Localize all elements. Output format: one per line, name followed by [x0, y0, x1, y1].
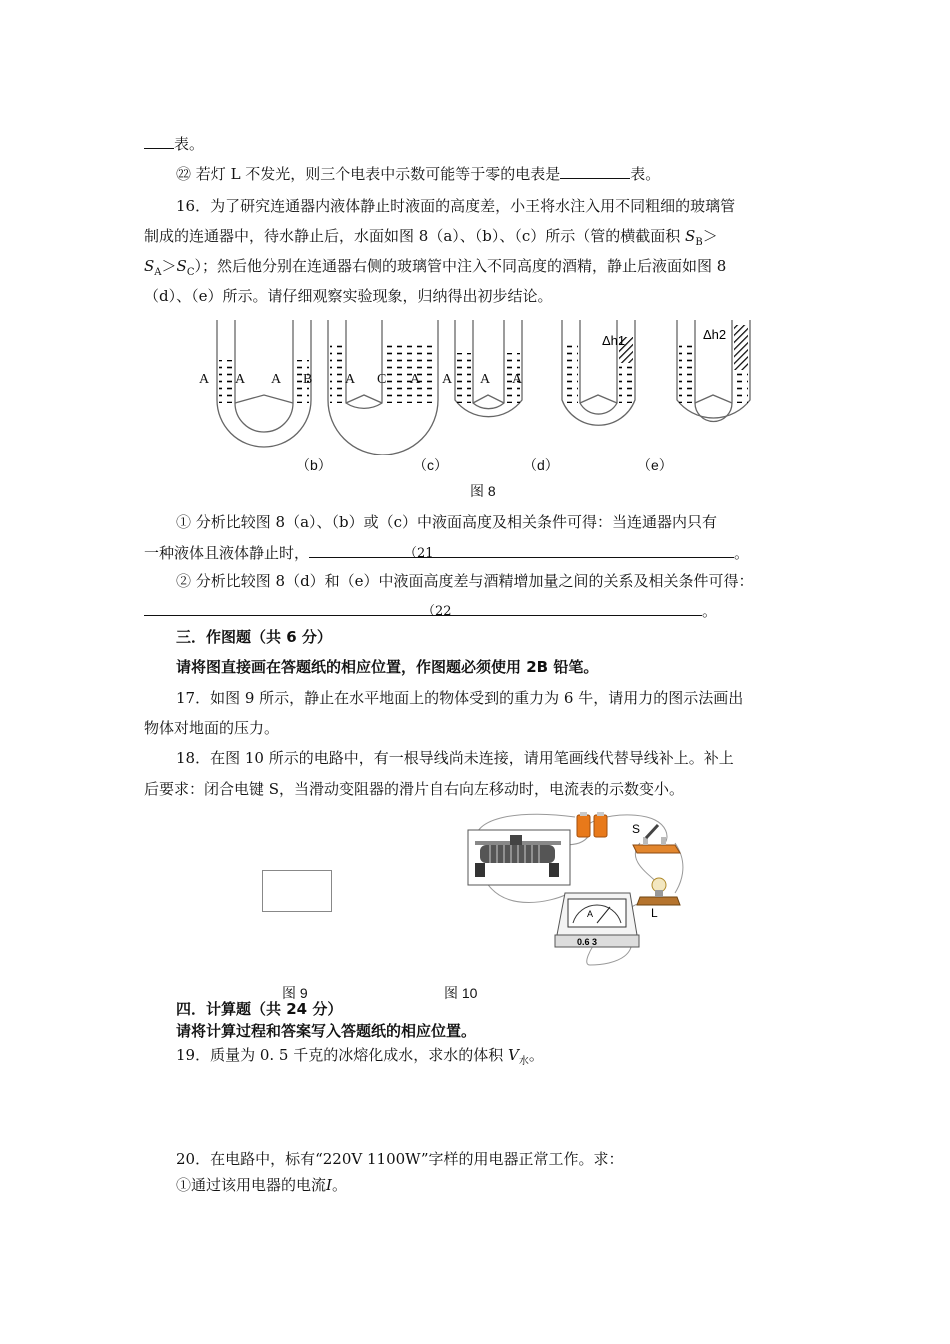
q20: 20．在电路中，标有“220V 1100W”字样的用电器正常工作。求：	[176, 1150, 624, 1168]
tube-label: A	[235, 372, 246, 387]
section-3-instructions: 请将图直接画在答题纸的相应位置，作图题必须使用 2B 铅笔。	[176, 658, 599, 676]
vessel-c	[455, 320, 522, 417]
q19: 19．质量为 0. 5 千克的冰熔化成水，求水的体积 $V_水$。	[176, 1046, 544, 1067]
tube-label: A	[199, 372, 210, 387]
tube-label: C	[377, 372, 387, 387]
answer-blank: （22	[144, 600, 702, 616]
q20-part1: ①通过该用电器的电流I。	[176, 1176, 347, 1194]
switch-icon	[633, 825, 680, 853]
q16-line1: 16．为了研究连通器内液体静止时液面的高度差，小王将水注入用不同粗细的玻璃管	[176, 197, 736, 215]
tube-label: A	[512, 372, 523, 387]
vessel-a	[217, 320, 311, 447]
section-4-instructions: 请将计算过程和答案写入答题纸的相应位置。	[176, 1022, 477, 1040]
ammeter-letter: A	[587, 909, 594, 919]
q16-sub2-line1: ② 分析比较图 8（d）和（e）中液面高度差与酒精增加量之间的关系及相关条件可得：	[176, 572, 754, 590]
figure-8-caption: 图 8	[470, 483, 496, 499]
item-marker: ㉒	[176, 165, 192, 183]
answer-blank: （21	[309, 542, 734, 558]
subfigure-caption: （d）	[523, 457, 559, 473]
switch-label: S	[632, 822, 641, 836]
q16-sub1-line2: 一种液体且液体静止时， （21 。	[144, 544, 750, 562]
section-3-title: 三．作图题（共 6 分）	[176, 628, 332, 646]
lamp-icon	[637, 878, 680, 905]
tube-label: B	[303, 372, 313, 387]
battery-icon	[577, 812, 607, 837]
rheostat-icon	[468, 830, 570, 885]
subfigure-caption: （e）	[637, 457, 673, 473]
tube-label: A	[345, 372, 356, 387]
tube-label: A	[442, 372, 453, 387]
q17-line1: 17．如图 9 所示，静止在水平地面上的物体受到的重力为 6 牛，请用力的图示法画出	[176, 689, 744, 707]
q16-sub2-line2: （22 。	[144, 600, 717, 621]
q16-line2: 制成的连通器中，待水静止后，水面如图 8（a）、（b）、（c）所示（管的横截面积 $S_B>$	[144, 227, 718, 248]
q16-line3: $S_A>S_C$）；然后他分别在连通器右侧的玻璃管中注入不同高度的酒精，静止后液面如图 8	[144, 257, 727, 278]
subfigure-caption: （c）	[413, 457, 448, 473]
ammeter-scale: 0.6 3	[577, 937, 598, 947]
q18-line1: 18．在图 10 所示的电路中，有一根导线尚未连接，请用笔画线代替导线补上。补上	[176, 749, 734, 767]
tube-label: A	[271, 372, 282, 387]
delta-h1-label: Δh1	[602, 333, 626, 348]
q15-item2: ㉒ 若灯 L 不发光，则三个电表中示数可能等于零的电表是 表。	[176, 165, 661, 183]
delta-h2-label: Δh2	[703, 327, 727, 342]
figure-10-circuit	[465, 805, 685, 970]
q17-line2: 物体对地面的压力。	[144, 719, 280, 737]
subfigure-caption: （b）	[296, 457, 332, 473]
tube-label: A	[480, 372, 491, 387]
tube-label: A	[410, 372, 421, 387]
section-4-title: 四．计算题（共 24 分）	[176, 1000, 343, 1018]
q16-sub1-line1: ① 分析比较图 8（a）、（b）或（c）中液面高度及相关条件可得：当连通器内只有	[176, 513, 718, 531]
answer-blank	[144, 133, 174, 149]
figure-10-caption: 图 10	[444, 985, 478, 1001]
q15-continuation: 表。	[144, 133, 204, 154]
figure-9-caption: 图 9	[282, 985, 308, 1001]
answer-blank	[560, 163, 630, 179]
lamp-label: L	[651, 906, 658, 920]
q18-line2: 后要求：闭合电键 S，当滑动变阻器的滑片自右向左移动时，电流表的示数变小。	[144, 780, 685, 798]
q16-line4: （d）、（e）所示。请仔细观察实验现象，归纳得出初步结论。	[144, 287, 553, 305]
figure-9-block	[262, 870, 332, 912]
